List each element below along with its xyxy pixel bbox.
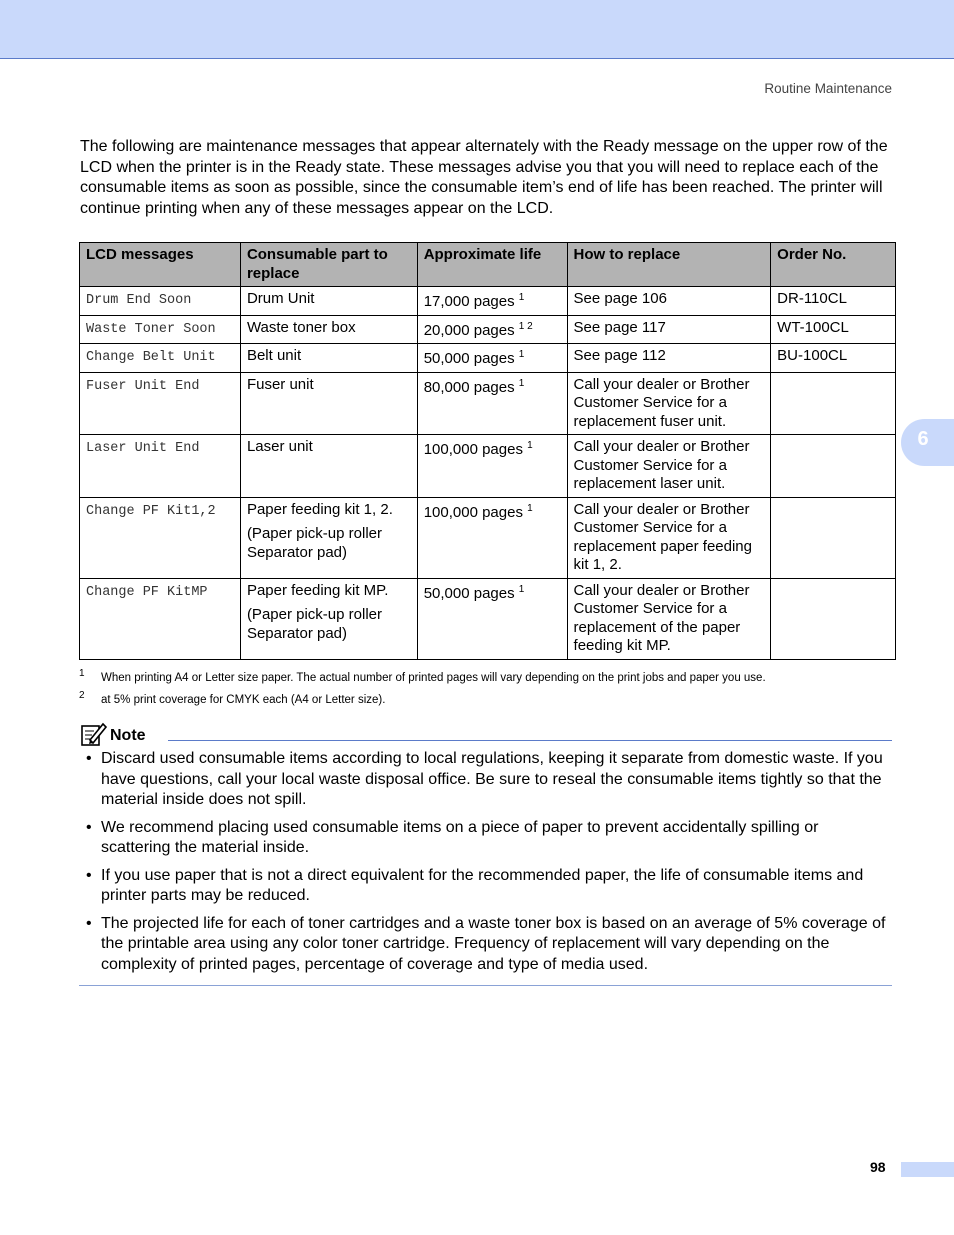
how-to-replace: See page 106	[573, 290, 667, 307]
life-cell	[417, 315, 567, 344]
footnote-ref: 1	[527, 502, 533, 514]
lcd-message: Change PF Kit1,2	[86, 503, 216, 519]
how-to-replace: See page 117	[573, 318, 666, 336]
note-divider	[168, 740, 892, 741]
note-pencil-icon	[80, 721, 108, 747]
part-name: Laser unit	[246, 438, 313, 455]
running-head: Routine Maintenance	[764, 81, 892, 96]
how-to-replace: See page 112	[573, 347, 666, 364]
intro-paragraph: The following are maintenance messages that appear alternately with the Ready message on the upper row of the LCD when the printer is in the Ready state. These messages advise you that you will need to replace each of the consumable items as soon as possible, since the consumable item’s end of life has been reached. The printer will continue printing when any of these messages appear on the LCD.	[80, 138, 888, 217]
life-value: 17,000 pages	[423, 293, 515, 310]
how-to-replace-cell	[567, 344, 771, 373]
life-value: 100,000 pages	[423, 503, 523, 521]
part-name: Paper feeding kit 1, 2.	[246, 500, 393, 518]
life-cell	[417, 344, 567, 373]
table-row	[80, 435, 896, 498]
table-row	[80, 372, 896, 435]
note-item-text: We recommend placing used consumable items on a piece of paper to prevent accidentally spilling or scattering the material inside.	[101, 818, 819, 856]
lcd-message: Change PF KitMP	[86, 584, 208, 600]
how-to-replace: Call your dealer or Brother Customer Service for a replacement of the paper feeding kit MP.	[573, 581, 750, 654]
footnote-mark: 2	[79, 690, 85, 701]
order-no-cell	[771, 435, 896, 498]
footnote-ref: 1	[518, 583, 525, 595]
lcd-message-cell	[80, 497, 241, 578]
order-number: DR-110CL	[777, 290, 847, 307]
column-header: Consumable part to replace	[240, 243, 417, 287]
chapter-tab	[901, 419, 954, 466]
how-to-replace-cell	[567, 497, 771, 578]
part-cell	[240, 344, 417, 373]
lcd-message-cell	[80, 287, 241, 316]
page-number-block	[901, 1162, 954, 1177]
how-to-replace-cell	[567, 287, 771, 316]
how-to-replace: Call your dealer or Brother Customer Service for a replacement laser unit.	[573, 438, 750, 492]
life-value: 20,000 pages	[423, 321, 515, 339]
table-row	[80, 578, 896, 659]
footnote-ref: 1	[518, 292, 525, 303]
how-to-replace-cell	[567, 315, 771, 344]
lcd-message: Change Belt Unit	[86, 350, 216, 365]
part-cell	[240, 435, 417, 498]
footnote-ref: 1	[527, 440, 533, 451]
lcd-message-cell	[80, 578, 241, 659]
order-no-cell	[771, 578, 896, 659]
note-label: Note	[110, 727, 146, 744]
part-name: Paper feeding kit MP.	[246, 581, 389, 599]
how-to-replace-cell	[567, 372, 771, 435]
note-item	[80, 914, 892, 976]
note-item-text: If you use paper that is not a direct equivalent for the recommended paper, the life of consumable items and printer parts may be reduced.	[101, 866, 864, 904]
note-list	[80, 749, 892, 982]
part-cell	[240, 578, 417, 659]
life-value: 50,000 pages	[423, 350, 515, 367]
order-no-cell	[771, 372, 896, 435]
table-row	[80, 344, 896, 373]
table-row	[80, 287, 896, 316]
lcd-message: Fuser Unit End	[86, 378, 200, 394]
lcd-message-cell	[80, 344, 241, 373]
bullet-icon: •	[86, 866, 92, 884]
column-header: Approximate life	[417, 243, 567, 287]
life-value: 80,000 pages	[423, 378, 515, 396]
column-header: Order No.	[771, 243, 896, 287]
lcd-message-cell	[80, 372, 241, 435]
order-number: BU-100CL	[777, 347, 848, 364]
note-item-text: The projected life for each of toner cartridges and a waste toner box is based on an average of 5% coverage of the printable area using any color toner cartridge. Frequency of replacement will vary depending on the complexity of printed pages, percentage of coverage and type of media used.	[101, 914, 886, 973]
table-row	[80, 315, 896, 344]
bullet-icon: •	[86, 818, 92, 836]
order-no-cell	[771, 344, 896, 373]
order-no-cell	[771, 287, 896, 316]
footnote-text: When printing A4 or Letter size paper. The actual number of printed pages will vary depending on the print jobs and paper you use.	[101, 672, 766, 684]
how-to-replace-cell	[567, 578, 771, 659]
footnote-mark: 1	[79, 668, 85, 679]
lcd-message: Drum End Soon	[86, 293, 192, 308]
order-no-cell	[771, 497, 896, 578]
note-item-text: Discard used consumable items according to local regulations, keeping it separate from domestic waste. If you have questions, call your local waste disposal office. Be sure to reseal the consumable items tightly so that the material inside does not spill.	[101, 750, 883, 808]
chapter-number: 6	[917, 428, 929, 450]
life-cell	[417, 372, 567, 435]
bullet-icon: •	[86, 750, 92, 767]
life-value: 50,000 pages	[423, 584, 515, 602]
how-to-replace: Call your dealer or Brother Customer Service for a replacement paper feeding kit 1, 2.	[573, 500, 752, 573]
footnote	[79, 670, 879, 692]
lcd-message: Waste Toner Soon	[86, 321, 216, 337]
lcd-message-cell	[80, 435, 241, 498]
part-name: Drum Unit	[246, 290, 315, 307]
part-name: Belt unit	[246, 347, 302, 364]
column-header: How to replace	[567, 243, 771, 287]
lcd-message: Laser Unit End	[86, 441, 200, 456]
part-name: Fuser unit	[246, 375, 314, 393]
note-item	[80, 749, 892, 811]
order-number: WT-100CL	[777, 318, 849, 336]
footnote	[79, 692, 879, 714]
part-cell	[240, 372, 417, 435]
footnotes	[79, 670, 879, 714]
footnote-ref: 1	[518, 377, 525, 389]
column-header: LCD messages	[80, 243, 241, 287]
section-divider	[79, 985, 892, 986]
part-name: Waste toner box	[246, 318, 356, 336]
life-cell	[417, 287, 567, 316]
page-number: 98	[870, 1159, 886, 1175]
life-value: 100,000 pages	[423, 441, 523, 458]
table-header-row	[80, 243, 896, 287]
note-item	[80, 818, 892, 859]
table-row	[80, 497, 896, 578]
maintenance-messages-table	[79, 242, 896, 660]
how-to-replace: Call your dealer or Brother Customer Service for a replacement fuser unit.	[573, 375, 750, 430]
lcd-message-cell	[80, 315, 241, 344]
footnote-ref: 1 2	[518, 320, 533, 332]
part-cell	[240, 315, 417, 344]
footnote-ref: 1	[518, 349, 525, 360]
footnote-text: at 5% print coverage for CMYK each (A4 or Letter size).	[101, 694, 386, 706]
part-detail: (Paper pick-up roller Separator pad)	[246, 606, 382, 642]
bullet-icon: •	[86, 914, 92, 932]
part-detail: (Paper pick-up roller Separator pad)	[246, 525, 382, 561]
note-item	[80, 866, 892, 907]
note-header	[80, 721, 892, 749]
header-band	[0, 0, 954, 59]
how-to-replace-cell	[567, 435, 771, 498]
life-cell	[417, 578, 567, 659]
order-no-cell	[771, 315, 896, 344]
life-cell	[417, 435, 567, 498]
life-cell	[417, 497, 567, 578]
part-cell	[240, 287, 417, 316]
part-cell	[240, 497, 417, 578]
